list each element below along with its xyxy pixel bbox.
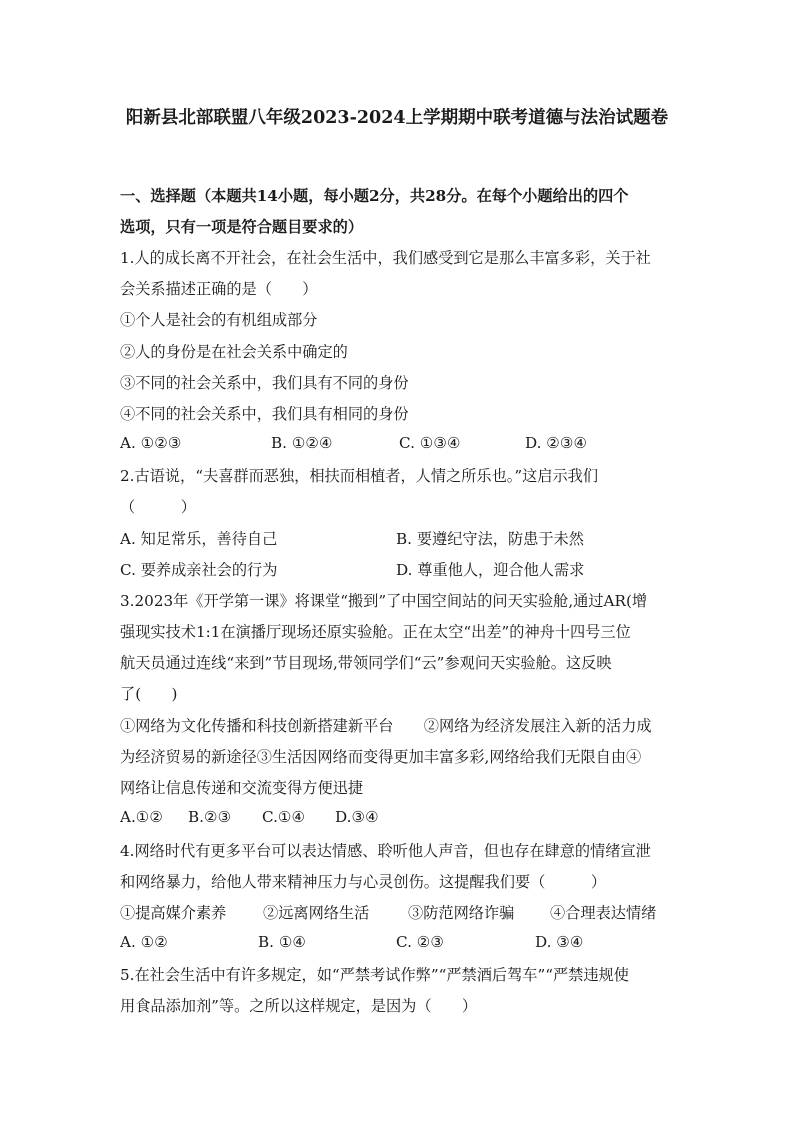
q4-option-b: B. ①④ [258, 933, 307, 951]
q1-stem-line-1: 1.人的成长离不开社会，在社会生活中，我们感受到它是那么丰富多彩，关于社 [120, 249, 651, 267]
q3-stem-line-4: 了( ) [120, 685, 178, 703]
q1-option-c: C. ①③④ [399, 434, 461, 452]
q1-option-a: A. ①②③ [120, 434, 182, 452]
q4-item: ②远离网络生活 [263, 904, 370, 922]
q3-items-line-1: ①网络为文化传播和科技创新搭建新平台 ②网络为经济发展注入新的活力成 [120, 717, 652, 735]
q2-option-b: B. 要遵纪守法，防患于未然 [396, 530, 584, 548]
q3-option-d: D.③④ [335, 808, 379, 826]
q3-stem-line-2: 强现实技术1:1在演播厅现场还原实验舱。正在太空“出差”的神舟十四号三位 [120, 623, 631, 641]
q3-option-c: C.①④ [262, 808, 306, 826]
q2-option-a: A. 知足常乐，善待自己 [120, 530, 278, 548]
q1-stem-line-2: 会关系描述正确的是（ ） [120, 280, 318, 298]
q1-item: ②人的身份是在社会关系中确定的 [120, 343, 348, 361]
q2-option-d: D. 尊重他人，迎合他人需求 [396, 561, 585, 579]
page-title: 阳新县北部联盟八年级2023-2024上学期期中联考道德与法治试题卷 [125, 108, 669, 128]
q3-stem-line-3: 航天员通过连线“来到”节目现场,带领同学们“云”参观问天实验舱。这反映 [120, 654, 612, 672]
q1-item: ①个人是社会的有机组成部分 [120, 311, 318, 329]
q1-option-b: B. ①②④ [271, 434, 333, 452]
q4-stem-line-2: 和网络暴力，给他人带来精神压力与心灵创伤。这提醒我们要（ ） [120, 873, 606, 891]
q1-option-d: D. ②③④ [525, 434, 588, 452]
q4-item: ④合理表达情绪 [550, 904, 657, 922]
q4-item: ①提高媒介素养 [120, 904, 227, 922]
q5-stem-line-2: 用食品添加剂”等。之所以这样规定，是因为（ ） [120, 997, 478, 1015]
q4-stem-line-1: 4.网络时代有更多平台可以表达情感、聆听他人声音，但也存在肆意的情绪宣泄 [120, 842, 651, 860]
q3-stem-line-1: 3.2023年《开学第一课》将课堂“搬到”了中国空间站的问天实验舱,通过AR(增 [120, 592, 648, 610]
q2-option-c: C. 要养成亲社会的行为 [120, 561, 278, 579]
q1-item: ④不同的社会关系中，我们具有相同的身份 [120, 405, 409, 423]
q3-items-line-3: 网络让信息传递和交流变得方便迅捷 [120, 779, 363, 797]
q1-item: ③不同的社会关系中，我们具有不同的身份 [120, 374, 409, 392]
q4-option-d: D. ③④ [535, 933, 584, 951]
q4-option-a: A. ①② [120, 933, 168, 951]
q5-stem-line-1: 5.在社会生活中有许多规定，如“严禁考试作弊”“严禁酒后驾车”“严禁违规使 [120, 966, 629, 984]
q3-items-line-2: 为经济贸易的新途径③生活因网络而变得更加丰富多彩,网络给我们无限自由④ [120, 748, 642, 766]
q4-item: ③防范网络诈骗 [408, 904, 515, 922]
q3-option-b: B.②③ [188, 808, 232, 826]
q2-stem-line-2: （ ） [120, 498, 196, 516]
q4-option-c: C. ②③ [396, 933, 444, 951]
section-heading-line-2: 选项，只有一项是符合题目要求的） [120, 218, 363, 236]
q2-stem-line-1: 2.古语说，“夫喜群而恶独，相扶而相植者，人情之所乐也。”这启示我们 [120, 467, 599, 485]
section-heading-line-1: 一、选择题（本题共14小题，每小题2分，共28分。在每个小题给出的四个 [120, 187, 629, 205]
q3-option-a: A.①② [120, 808, 164, 826]
